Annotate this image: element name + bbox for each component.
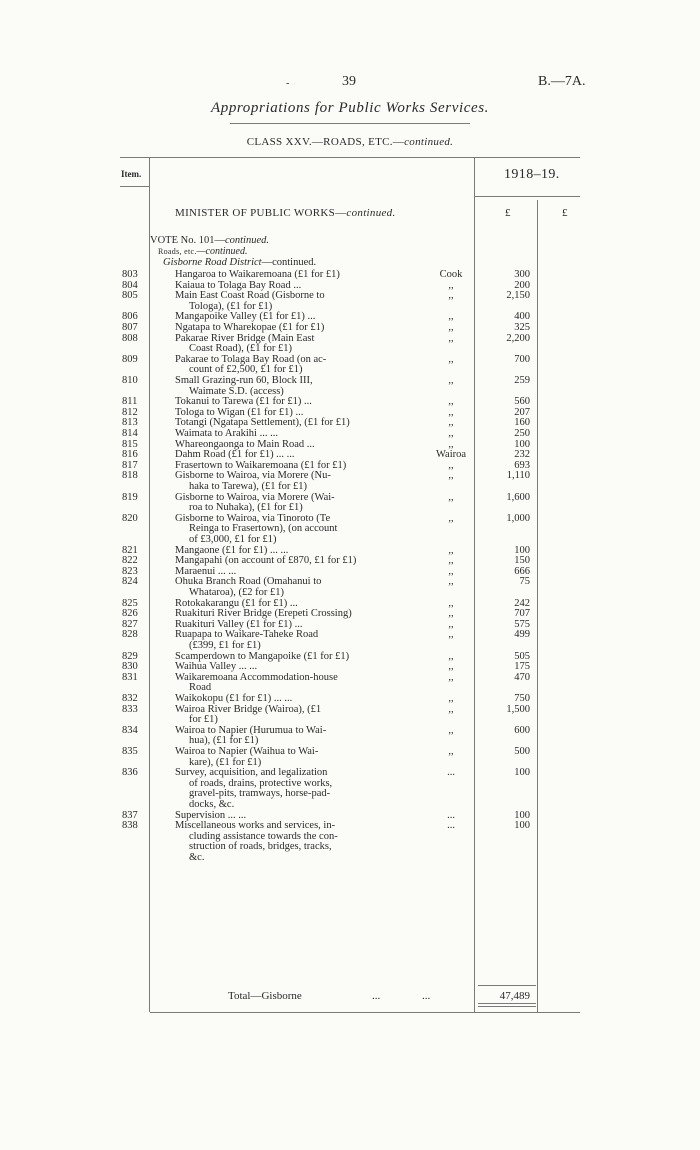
description-line: kare), (£1 for £1) — [189, 756, 262, 768]
page-number: 39 — [342, 74, 356, 89]
description-line: Gisborne to Wairoa, via Morere (Wai- — [175, 491, 335, 503]
minister-heading-cont: continued. — [346, 207, 396, 219]
item-description — [175, 768, 405, 810]
district-cell: ,, — [448, 576, 454, 588]
item-header-rule — [120, 186, 150, 187]
item-description — [175, 376, 405, 397]
description-line: Mangaone (£1 for £1) ... ... — [175, 544, 289, 556]
amount-cell: 666 — [514, 565, 530, 577]
pound-symbol-1: £ — [505, 207, 511, 219]
item-number: 828 — [122, 629, 138, 641]
item-number: 837 — [122, 809, 138, 821]
total-double-rule — [478, 1006, 536, 1007]
description-line: Ngatapa to Wharekopae (£1 for £1) — [175, 322, 325, 333]
district-cell: ,, — [448, 555, 454, 567]
description-line: Road — [189, 682, 212, 694]
description-line: roa to Nuhaka), (£1 for £1) — [189, 502, 303, 514]
amount-column-mid-divider — [537, 200, 538, 1012]
district-heading — [163, 257, 316, 268]
item-description — [175, 630, 405, 651]
item-number: 807 — [122, 322, 138, 333]
amount-cell: 400 — [514, 311, 530, 323]
roads-subheading-cont: —continued. — [196, 246, 248, 257]
district-cell: Cook — [439, 269, 463, 280]
amount-cell: 1,110 — [506, 470, 530, 482]
amount-cell: 2,200 — [506, 332, 530, 344]
district-cell: Wairoa — [435, 449, 467, 461]
item-number: 833 — [122, 703, 138, 715]
item-description — [175, 726, 405, 747]
description-line: Tologa to Wigan (£1 for £1) ... — [175, 406, 304, 418]
amount-cell: 250 — [514, 428, 530, 439]
amount-cell: 100 — [514, 767, 530, 779]
amount-cell: 100 — [514, 544, 530, 556]
amount-cell: 100 — [514, 438, 530, 450]
item-description — [175, 705, 405, 726]
district-cell: ,, — [448, 661, 454, 673]
item-description — [175, 355, 405, 376]
description-line: count of £2,500, £1 for £1) — [189, 364, 303, 376]
description-line: Waihua Valley ... ... — [175, 661, 258, 673]
item-description — [175, 429, 405, 440]
district-cell: ,, — [448, 417, 454, 429]
item-number: 804 — [122, 279, 138, 291]
description-line: Ruapapa to Waikare-Taheke Road — [175, 629, 319, 641]
description-line: Frasertown to Waikaremoana (£1 for £1) — [175, 459, 347, 471]
year-column-header: 1918–19. — [504, 167, 560, 182]
amount-cell: 500 — [514, 746, 530, 757]
district-cell: ,, — [448, 491, 454, 503]
item-number: 810 — [122, 375, 138, 386]
district-cell: ,, — [448, 597, 454, 609]
item-number: 813 — [122, 417, 138, 429]
description-line: haka to Tarewa), (£1 for £1) — [189, 480, 308, 492]
district-cell: ,, — [448, 703, 454, 715]
description-line: Wairoa River Bridge (Wairoa), (£1 — [175, 703, 322, 715]
title-rule — [230, 123, 470, 124]
total-bottom-rule — [478, 1003, 536, 1004]
amount-cell: 470 — [514, 671, 530, 683]
amount-cell: 575 — [514, 618, 530, 630]
district-cell: ... — [447, 767, 455, 779]
district-cell: ,, — [448, 618, 454, 630]
minister-heading — [175, 207, 396, 219]
description-line: Maraenui ... ... — [175, 565, 237, 577]
item-number: 805 — [122, 290, 138, 302]
description-line: (£399, £1 for £1) — [189, 639, 261, 651]
description-line: Coast Road), (£1 for £1) — [189, 343, 292, 355]
item-number: 827 — [122, 618, 138, 630]
pound-symbol-2: £ — [562, 207, 568, 219]
amount-cell: 560 — [514, 396, 530, 408]
description-line: Small Grazing-run 60, Block III, — [175, 375, 313, 386]
class-title-main: CLASS XXV.—ROADS, ETC.— — [246, 136, 405, 148]
description-line: Kaiaua to Tolaga Bay Road ... — [175, 279, 302, 291]
amount-cell: 75 — [519, 576, 530, 588]
description-line: Wairoa to Napier (Hurumua to Wai- — [175, 724, 327, 736]
item-number: 825 — [122, 597, 138, 609]
description-line: Totangi (Ngatapa Settlement), (£1 for £1) — [175, 417, 350, 429]
item-number: 809 — [122, 353, 138, 365]
amount-cell: 175 — [514, 661, 530, 673]
district-cell: ,, — [448, 396, 454, 408]
amount-cell: 200 — [514, 279, 530, 291]
amount-cell: 242 — [514, 597, 530, 609]
district-cell: ,, — [448, 353, 454, 365]
item-number: 820 — [122, 512, 138, 524]
district-cell: ,, — [448, 459, 454, 471]
roads-subheading-main: Roads, etc. — [158, 247, 197, 256]
district-cell: ,, — [448, 322, 454, 333]
description-line: Ohuka Branch Road (Omahanui to — [175, 576, 322, 588]
description-line: Waikokopu (£1 for £1) ... ... — [175, 693, 293, 704]
description-line: of £3,000, £1 for £1) — [189, 533, 277, 545]
amount-cell: 325 — [514, 322, 530, 333]
amount-cell: 207 — [514, 406, 530, 418]
district-cell: ,, — [448, 544, 454, 556]
item-number: 822 — [122, 555, 138, 567]
item-description — [175, 821, 405, 863]
description-line: Gisborne to Wairoa, via Tinoroto (Te — [175, 512, 331, 524]
total-amount: 47,489 — [499, 990, 530, 1002]
item-description — [175, 577, 405, 598]
item-description — [175, 291, 405, 312]
description-line: cluding assistance towards the con- — [189, 830, 338, 842]
amount-cell: 505 — [514, 650, 530, 662]
district-cell: ,, — [448, 375, 454, 386]
district-cell: ,, — [448, 650, 454, 662]
item-number: 831 — [122, 671, 138, 683]
item-number: 817 — [122, 459, 138, 471]
district-cell: ,, — [448, 311, 454, 323]
description-line: Scamperdown to Mangapoike (£1 for £1) — [175, 650, 350, 662]
amount-cell: 2,150 — [506, 290, 530, 302]
item-number: 838 — [122, 820, 138, 832]
amount-cell: 232 — [514, 449, 530, 461]
amount-cell: 707 — [514, 608, 530, 620]
description-line: Tokanui to Tarewa (£1 for £1) ... — [175, 396, 312, 408]
district-cell: ,, — [448, 671, 454, 683]
item-number: 826 — [122, 608, 138, 620]
description-line: Whareongaonga to Main Road ... — [175, 438, 315, 450]
district-cell: ,, — [448, 746, 454, 757]
item-number: 824 — [122, 576, 138, 588]
description-line: Hangaroa to Waikaremoana (£1 for £1) — [175, 269, 340, 280]
item-number: 829 — [122, 650, 138, 662]
item-column-divider — [149, 157, 150, 1012]
class-title-cont: continued. — [404, 136, 454, 148]
item-number: 811 — [122, 396, 138, 408]
item-number: 821 — [122, 544, 138, 556]
description-line: gravel-pits, tramways, horse-pad- — [189, 788, 331, 800]
district-cell: ,, — [448, 279, 454, 291]
amount-cell: 300 — [514, 269, 530, 280]
district-heading-cont: —continued. — [261, 257, 317, 268]
minister-heading-main: MINISTER OF PUBLIC WORKS— — [175, 207, 347, 219]
district-cell: ,, — [448, 332, 454, 344]
item-description — [175, 493, 405, 514]
district-cell: ,, — [448, 512, 454, 524]
district-cell: ,, — [448, 438, 454, 450]
amount-cell: 499 — [514, 629, 530, 641]
description-line: Reinga to Frasertown), (on account — [189, 523, 338, 535]
description-line: Waimata to Arakihi ... ... — [175, 428, 278, 439]
document-reference: B.—7A. — [538, 74, 586, 89]
district-cell: ,, — [448, 428, 454, 439]
item-number: 814 — [122, 428, 138, 439]
item-number: 830 — [122, 661, 138, 673]
total-top-rule — [478, 985, 536, 986]
table-bottom-rule — [150, 1012, 580, 1013]
item-number: 812 — [122, 406, 138, 418]
item-column-header: Item. — [121, 169, 142, 179]
item-number: 808 — [122, 332, 138, 344]
district-cell: ,, — [448, 629, 454, 641]
item-description — [175, 471, 405, 492]
description-line: Mangapahi (on account of £870, £1 for £1) — [175, 555, 357, 567]
amount-cell: 1,500 — [506, 703, 530, 715]
roads-subheading — [158, 246, 247, 257]
item-number: 819 — [122, 491, 138, 503]
description-line: Survey, acquisition, and legalization — [175, 767, 328, 779]
item-number: 823 — [122, 565, 138, 577]
description-line: docks, &c. — [189, 798, 235, 810]
header-dash: - — [286, 78, 290, 89]
total-dots-2: ... — [422, 990, 431, 1002]
item-description — [175, 334, 405, 355]
item-description — [175, 673, 405, 694]
item-number: 835 — [122, 746, 138, 757]
district-cell: ,, — [448, 608, 454, 620]
description-line: Waikaremoana Accommodation-house — [175, 671, 338, 683]
amount-cell: 100 — [514, 809, 530, 821]
amount-cell: 259 — [514, 375, 530, 386]
item-number: 806 — [122, 311, 138, 323]
description-line: Supervision ... ... — [175, 809, 247, 821]
description-line: Waimate S.D. (access) — [189, 385, 284, 397]
district-heading-main: Gisborne Road District — [163, 257, 262, 268]
amount-cell: 1,600 — [506, 491, 530, 503]
district-cell: ,, — [448, 565, 454, 577]
description-line: for £1) — [189, 714, 218, 726]
description-line: Dahm Road (£1 for £1) ... ... — [175, 449, 295, 461]
item-number: 818 — [122, 470, 138, 482]
description-line: Ruakituri River Bridge (Erepeti Crossing) — [175, 608, 352, 620]
class-title — [0, 136, 700, 148]
total-dots-1: ... — [372, 990, 381, 1002]
vote-heading-cont: continued. — [224, 235, 269, 246]
description-line: Rotokakarangu (£1 for £1) ... — [175, 597, 298, 609]
table-top-rule — [120, 157, 580, 158]
page-title: Appropriations for Public Works Services. — [210, 100, 490, 116]
description-line: Miscellaneous works and services, in- — [175, 820, 336, 832]
description-line: Gisborne to Wairoa, via Morere (Nu- — [175, 470, 331, 482]
description-line: of roads, drains, protective works, — [189, 777, 333, 789]
item-number: 803 — [122, 269, 138, 280]
item-description — [175, 514, 405, 546]
item-number: 832 — [122, 693, 138, 704]
description-line: &c. — [189, 851, 205, 863]
description-line: Pakarae River Bridge (Main East — [175, 332, 315, 344]
amount-cell: 600 — [514, 724, 530, 736]
district-cell: ,, — [448, 470, 454, 482]
item-number: 836 — [122, 767, 138, 779]
district-cell: ... — [447, 820, 455, 832]
district-cell: ,, — [448, 290, 454, 302]
description-line: Wairoa to Napier (Waihua to Wai- — [175, 746, 319, 757]
description-line: Main East Coast Road (Gisborne to — [175, 290, 325, 302]
district-cell: ,, — [448, 724, 454, 736]
description-line: hua), (£1 for £1) — [189, 735, 259, 747]
item-description — [175, 694, 405, 705]
amount-cell: 160 — [514, 417, 530, 429]
item-description — [175, 270, 405, 281]
total-label: Total—Gisborne — [228, 990, 302, 1002]
district-cell: ,, — [448, 693, 454, 704]
district-cell: ,, — [448, 406, 454, 418]
amount-cell: 1,000 — [506, 512, 530, 524]
year-header-rule — [475, 196, 580, 197]
item-number: 815 — [122, 438, 138, 450]
item-description — [175, 323, 405, 334]
description-line: Mangapoike Valley (£1 for £1) ... — [175, 311, 316, 323]
item-number: 816 — [122, 449, 138, 461]
item-number: 834 — [122, 724, 138, 736]
description-line: struction of roads, bridges, tracks, — [189, 841, 332, 853]
amount-cell: 700 — [514, 353, 530, 365]
description-line: Pakarae to Tolaga Bay Road (on ac- — [175, 353, 327, 365]
amount-cell: 693 — [514, 459, 530, 471]
amount-cell: 750 — [514, 693, 530, 704]
district-cell: ... — [447, 809, 455, 821]
vote-heading — [150, 235, 269, 246]
amount-cell: 100 — [514, 820, 530, 832]
amount-cell: 150 — [514, 555, 530, 567]
vote-heading-main: VOTE No. 101— — [150, 235, 225, 246]
item-description — [175, 747, 405, 768]
description-line: Tologa), (£1 for £1) — [189, 300, 273, 312]
description-line: Whataroa), (£2 for £1) — [189, 586, 285, 598]
description-line: Ruakituri Valley (£1 for £1) ... — [175, 618, 303, 630]
